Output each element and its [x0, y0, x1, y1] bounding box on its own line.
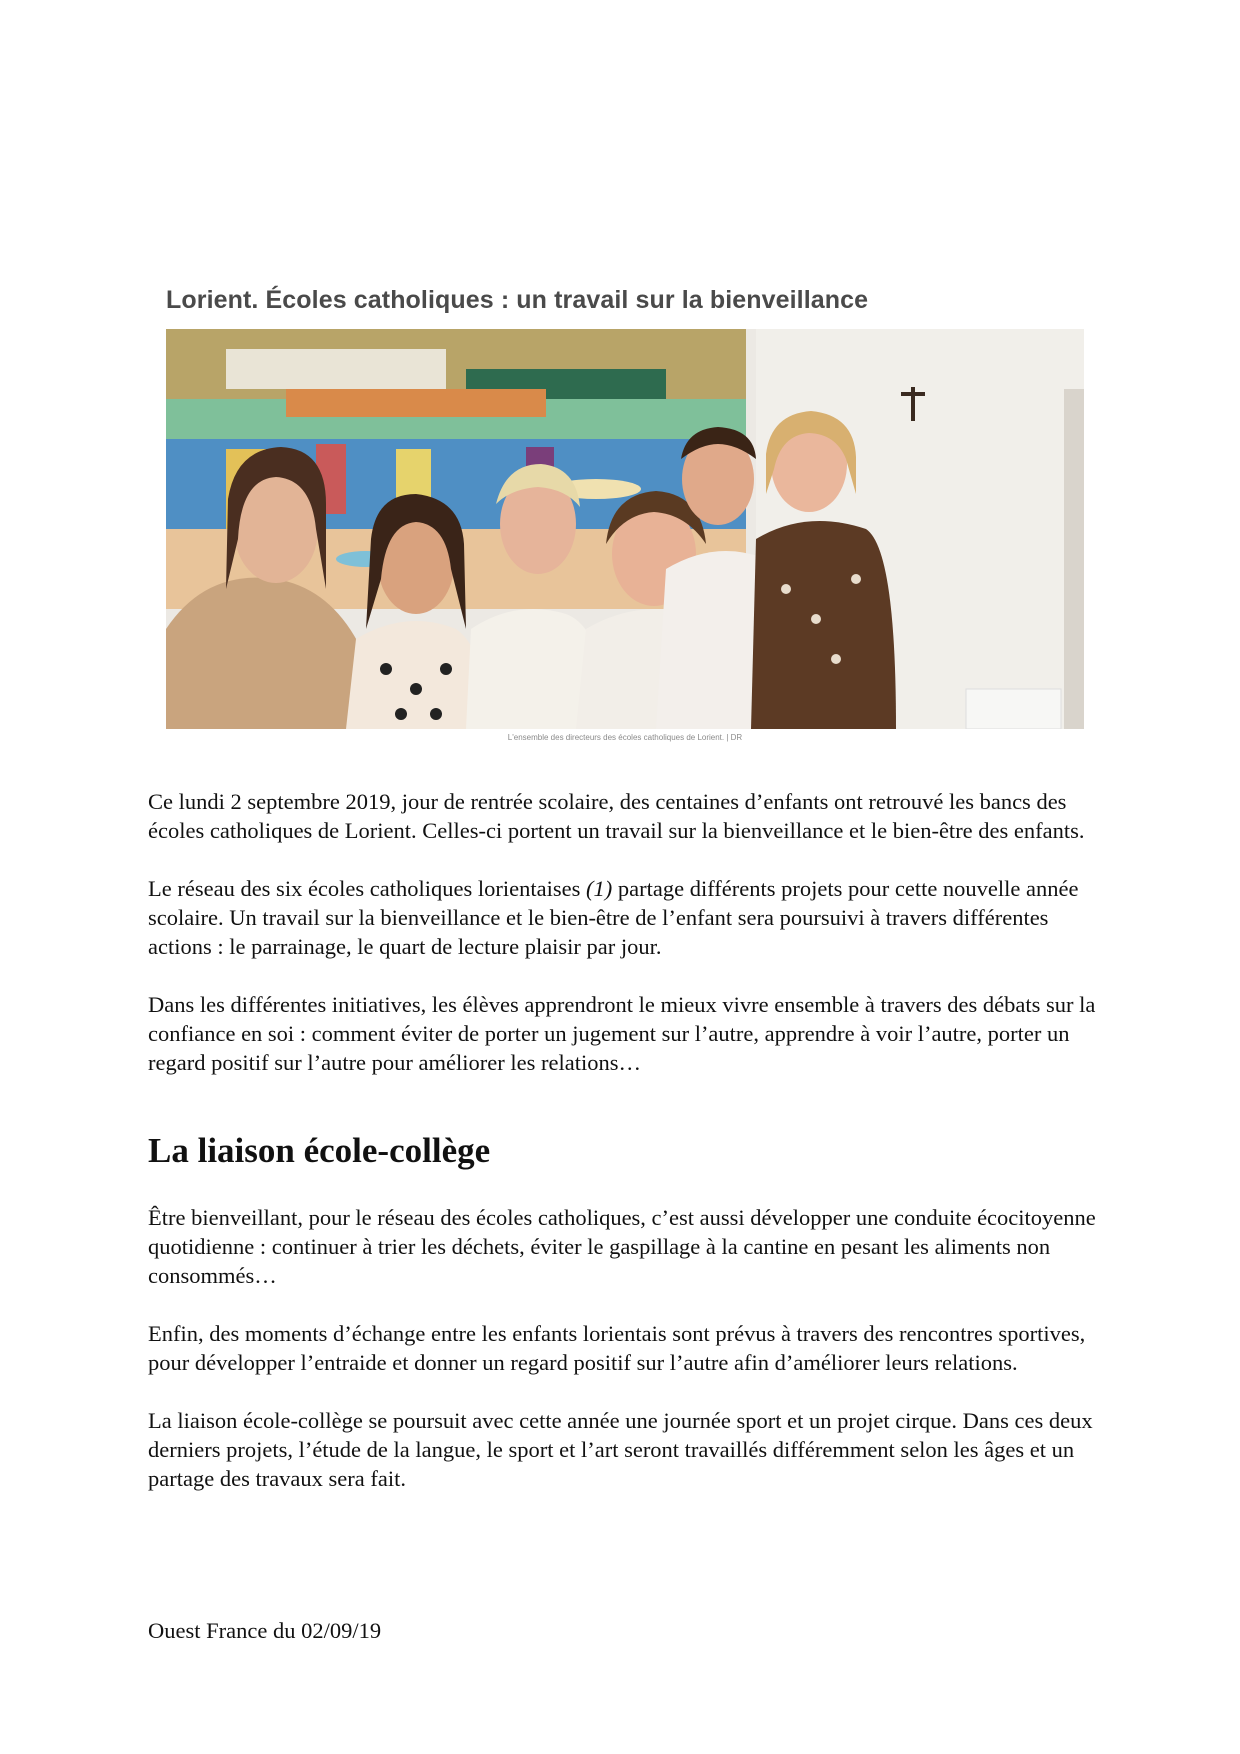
paragraph: Enfin, des moments d’échange entre les enfants lorientais sont prévus à travers des rencontres sportives, pour développer l’entraide et donner un regard positif sur l’autre afin d’améliorer leurs relations.: [148, 1321, 1086, 1375]
photo-caption: L'ensemble des directeurs des écoles catholiques de Lorient. | DR: [507, 733, 743, 742]
paragraph: Être bienveillant, pour le réseau des écoles catholiques, c’est aussi développer une conduite écocitoyenne quotidienne : continuer à trier les déchets, éviter le gaspillage à la cantine en pesant les aliments non consommés…: [148, 1205, 1096, 1288]
paragraph-text: Le réseau des six écoles catholiques lorientaises: [148, 876, 581, 901]
group-photo: [166, 329, 1084, 729]
article-headline: Lorient. Écoles catholiques : un travail sur la bienveillance: [166, 286, 869, 314]
paragraph: [148, 874, 1108, 961]
paragraph: Dans les différentes initiatives, les élèves apprendront le mieux vivre ensemble à travers des débats sur la confiance en soi : comment éviter de porter un jugement sur l’autre, apprendre à voir l’autre, porter un regard positif sur l’autre pour améliorer les relations…: [148, 992, 1096, 1075]
paragraph-text: partage différents projets pour cette nouvelle année scolaire. Un travail sur la bienveillance et le bien-être de l’enfant sera poursuivi à travers différentes actions : le parrainage, le quart de lecture plaisir par jour.: [148, 876, 1079, 959]
footnote-marker: (1): [585, 876, 613, 901]
paragraph: Ce lundi 2 septembre 2019, jour de rentrée scolaire, des centaines d’enfants ont retrouvé les bancs des écoles catholiques de Lorient. Celles-ci portent un travail sur la bienveillance et le bien-être des enfants.: [148, 789, 1085, 843]
source-attribution: Ouest France du 02/09/19: [148, 1618, 382, 1643]
intro-section: [148, 787, 1108, 1106]
section-body: [148, 1203, 1108, 1522]
paragraph: La liaison école-collège se poursuit avec cette année une journée sport et un projet cirque. Dans ces deux derniers projets, l’étude de la langue, le sport et l’art seront travaillés différemment selon les âges et un partage des travaux sera fait.: [148, 1408, 1093, 1491]
section-heading: La liaison école-collège: [148, 1131, 491, 1170]
